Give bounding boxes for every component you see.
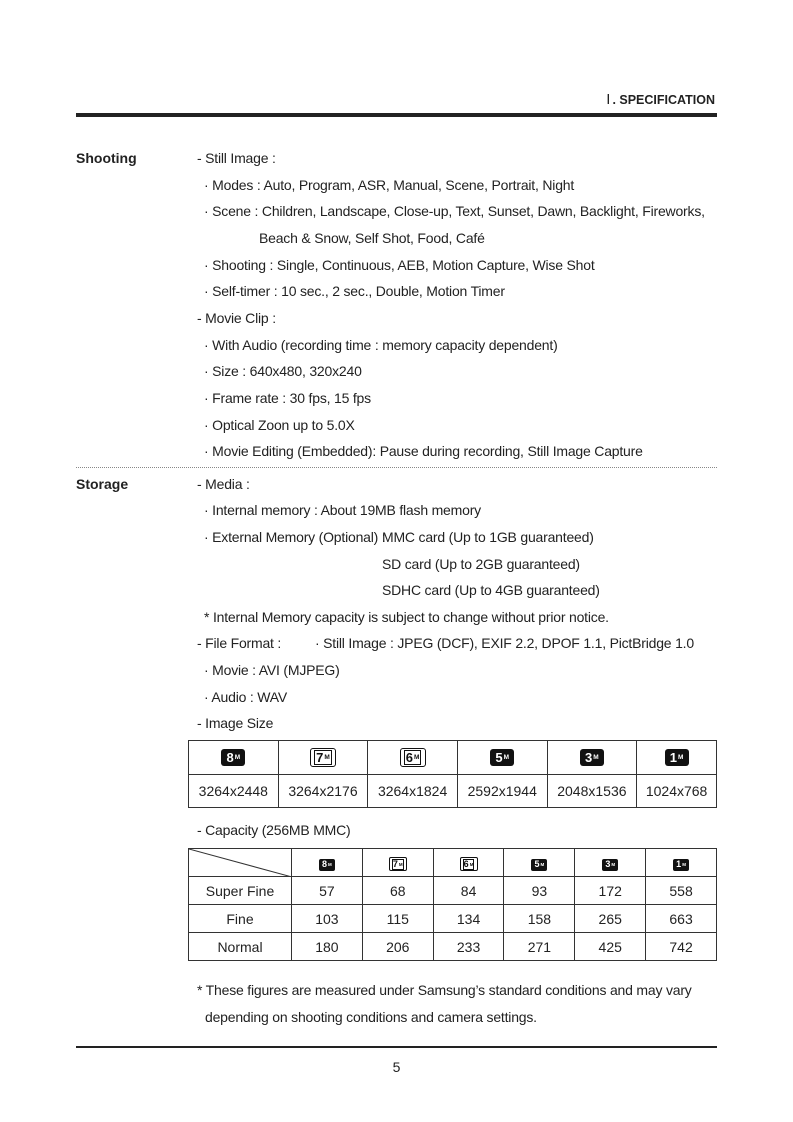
section-divider bbox=[76, 467, 717, 468]
capacity-icon-cell bbox=[292, 849, 363, 877]
capacity-row-fine bbox=[189, 905, 717, 933]
self-timer-line: · Self-timer : 10 sec., 2 sec., Double, Motion Timer bbox=[204, 283, 505, 299]
image-size-heading: - Image Size bbox=[197, 715, 274, 731]
shooting-modes-line: · Shooting : Single, Continuous, AEB, Motion Capture, Wise Shot bbox=[204, 257, 595, 273]
7m-resolution-icon: 7 M bbox=[389, 857, 407, 871]
page-header-title bbox=[606, 92, 715, 109]
movie-size-line: · Size : 640x480, 320x240 bbox=[204, 363, 362, 379]
media-heading: - Media : bbox=[197, 476, 250, 492]
capacity-value: 93 bbox=[504, 877, 575, 905]
capacity-heading: - Capacity (256MB MMC) bbox=[197, 822, 351, 838]
capacity-value: 206 bbox=[362, 933, 433, 961]
capacity-header-row bbox=[189, 849, 717, 877]
mmc-card-line: MMC card (Up to 1GB guaranteed) bbox=[382, 529, 594, 545]
capacity-value: 663 bbox=[646, 905, 717, 933]
section-roman-numeral: Ⅰ bbox=[606, 93, 611, 108]
3m-resolution-icon: 3 M bbox=[580, 749, 604, 766]
1m-resolution-icon: 1 M bbox=[673, 859, 689, 871]
6m-resolution-icon: 6 M bbox=[400, 748, 426, 767]
image-size-value: 3264x1824 bbox=[368, 775, 458, 808]
capacity-value: 180 bbox=[292, 933, 363, 961]
still-image-heading: - Still Image : bbox=[197, 150, 276, 166]
movie-editing-line: · Movie Editing (Embedded): Pause during recording, Still Image Capture bbox=[204, 443, 643, 459]
file-format-audio: · Audio : WAV bbox=[204, 689, 287, 705]
3m-resolution-icon: 3 M bbox=[602, 859, 618, 871]
quality-label: Super Fine bbox=[189, 877, 292, 905]
diagonal-line bbox=[189, 849, 292, 877]
image-size-icon-cell bbox=[368, 741, 458, 775]
capacity-value: 84 bbox=[433, 877, 504, 905]
5m-resolution-icon: 5 M bbox=[490, 749, 514, 766]
capacity-table bbox=[188, 848, 717, 961]
frame-rate-line: · Frame rate : 30 fps, 15 fps bbox=[204, 390, 371, 406]
movie-clip-heading: - Movie Clip : bbox=[197, 310, 276, 326]
header-title-text: . SPECIFICATION bbox=[612, 93, 715, 107]
image-size-icon-cell bbox=[278, 741, 368, 775]
scene-line: · Scene : Children, Landscape, Close-up, Text, Sunset, Dawn, Backlight, Fireworks, bbox=[204, 203, 705, 219]
image-size-value: 2592x1944 bbox=[457, 775, 547, 808]
capacity-corner-cell bbox=[189, 849, 292, 877]
capacity-value: 558 bbox=[646, 877, 717, 905]
capacity-value: 68 bbox=[362, 877, 433, 905]
capacity-value: 265 bbox=[575, 905, 646, 933]
capacity-row-normal bbox=[189, 933, 717, 961]
capacity-value: 158 bbox=[504, 905, 575, 933]
image-size-value: 3264x2176 bbox=[278, 775, 368, 808]
external-memory-label: · External Memory (Optional) : bbox=[204, 529, 386, 545]
capacity-icon-cell bbox=[504, 849, 575, 877]
capacity-value: 233 bbox=[433, 933, 504, 961]
quality-label: Fine bbox=[189, 905, 292, 933]
1m-resolution-icon: 1 M bbox=[665, 749, 689, 766]
sd-card-line: SD card (Up to 2GB guaranteed) bbox=[382, 556, 580, 572]
capacity-value: 115 bbox=[362, 905, 433, 933]
footer-rule bbox=[76, 1046, 717, 1048]
capacity-value: 134 bbox=[433, 905, 504, 933]
image-size-icon-cell bbox=[457, 741, 547, 775]
quality-label: Normal bbox=[189, 933, 292, 961]
image-size-icon-cell bbox=[189, 741, 279, 775]
capacity-value: 103 bbox=[292, 905, 363, 933]
footnote-line-1: * These figures are measured under Samsung’s standard conditions and may vary bbox=[197, 982, 692, 998]
shooting-section-label: Shooting bbox=[76, 150, 137, 166]
scene-line-continued: Beach & Snow, Self Shot, Food, Café bbox=[259, 230, 485, 246]
image-size-value-row bbox=[189, 775, 717, 808]
with-audio-line: · With Audio (recording time : memory capacity dependent) bbox=[204, 337, 558, 353]
capacity-icon-cell bbox=[575, 849, 646, 877]
footnote-line-2: depending on shooting conditions and camera settings. bbox=[205, 1009, 537, 1025]
memory-note: * Internal Memory capacity is subject to change without prior notice. bbox=[204, 609, 609, 625]
image-size-icon-cell bbox=[637, 741, 717, 775]
7m-resolution-icon: 7 M bbox=[310, 748, 336, 767]
file-format-still-image: · Still Image : JPEG (DCF), EXIF 2.2, DPOF 1.1, PictBridge 1.0 bbox=[315, 635, 694, 651]
capacity-value: 742 bbox=[646, 933, 717, 961]
5m-resolution-icon: 5 M bbox=[531, 859, 547, 871]
6m-resolution-icon: 6 M bbox=[460, 857, 478, 871]
optical-zoom-line: · Optical Zoon up to 5.0X bbox=[204, 417, 355, 433]
image-size-value: 1024x768 bbox=[637, 775, 717, 808]
file-format-label: - File Format : bbox=[197, 635, 282, 651]
capacity-value: 57 bbox=[292, 877, 363, 905]
8m-resolution-icon: 8 M bbox=[221, 749, 245, 766]
image-size-icon-cell bbox=[547, 741, 637, 775]
capacity-icon-cell bbox=[646, 849, 717, 877]
modes-line: · Modes : Auto, Program, ASR, Manual, Scene, Portrait, Night bbox=[204, 177, 575, 193]
capacity-row-super-fine bbox=[189, 877, 717, 905]
image-size-value: 3264x2448 bbox=[189, 775, 279, 808]
internal-memory-line: · Internal memory : About 19MB flash memory bbox=[204, 502, 481, 518]
capacity-value: 425 bbox=[575, 933, 646, 961]
storage-section-label: Storage bbox=[76, 476, 129, 492]
page-number: 5 bbox=[392, 1059, 401, 1075]
header-rule bbox=[76, 113, 717, 117]
sdhc-card-line: SDHC card (Up to 4GB guaranteed) bbox=[382, 582, 600, 598]
image-size-table bbox=[188, 740, 717, 808]
capacity-icon-cell bbox=[433, 849, 504, 877]
8m-resolution-icon: 8 M bbox=[319, 859, 335, 871]
capacity-value: 271 bbox=[504, 933, 575, 961]
image-size-value: 2048x1536 bbox=[547, 775, 637, 808]
image-size-icon-row bbox=[189, 741, 717, 775]
capacity-icon-cell bbox=[362, 849, 433, 877]
capacity-value: 172 bbox=[575, 877, 646, 905]
file-format-movie: · Movie : AVI (MJPEG) bbox=[204, 662, 340, 678]
